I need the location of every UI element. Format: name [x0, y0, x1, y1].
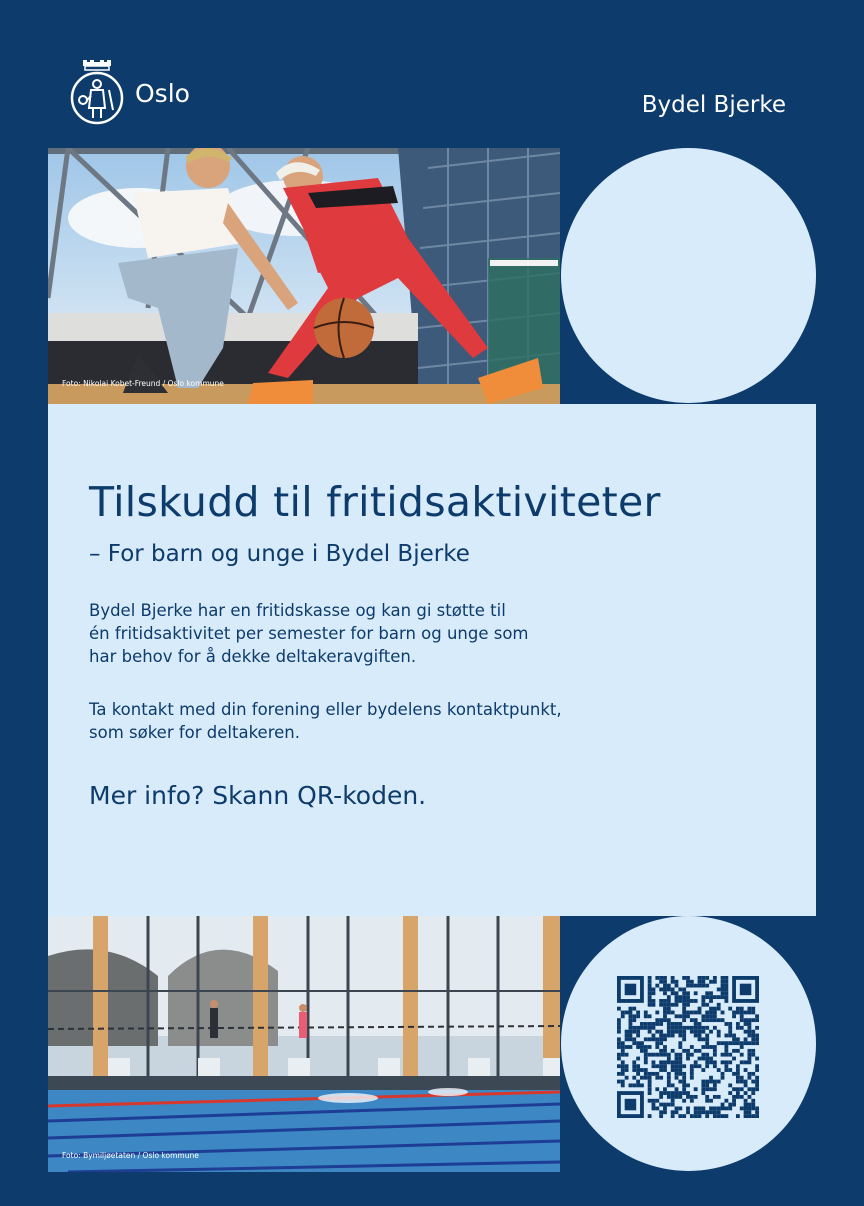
qr-code[interactable] — [617, 976, 759, 1118]
paragraph-line: som søker for deltakeren. — [89, 723, 300, 742]
top-photo-credit: Foto: Nikolai Kobet-Freund / Oslo kommune — [62, 379, 224, 388]
paragraph-line: har behov for å dekke deltakeravgiften. — [89, 647, 417, 666]
info-panel — [48, 404, 816, 916]
swimming-pool-photo — [48, 916, 560, 1172]
call-to-action: Mer info? Skann QR-koden. — [89, 781, 427, 810]
paragraph-line: én fritidsaktivitet per semester for barn og unge som — [89, 624, 529, 643]
paragraph-support — [89, 599, 529, 668]
oslo-crest-icon — [69, 60, 125, 126]
oslo-logo — [69, 60, 190, 126]
headline: Tilskudd til fritidsaktiviteter — [89, 478, 661, 526]
paragraph-contact — [89, 698, 562, 744]
decorative-circle — [561, 148, 816, 403]
bottom-photo-credit: Foto: Bymiljøetaten / Oslo kommune — [62, 1151, 199, 1160]
basketball-photo — [48, 148, 560, 404]
subheadline: – For barn og unge i Bydel Bjerke — [89, 541, 470, 567]
paragraph-line: Ta kontakt med din forening eller bydelens kontaktpunkt, — [89, 700, 562, 719]
district-name: Bydel Bjerke — [641, 92, 786, 118]
logo-text: Oslo — [135, 78, 190, 108]
paragraph-line: Bydel Bjerke har en fritidskasse og kan gi støtte til — [89, 601, 506, 620]
